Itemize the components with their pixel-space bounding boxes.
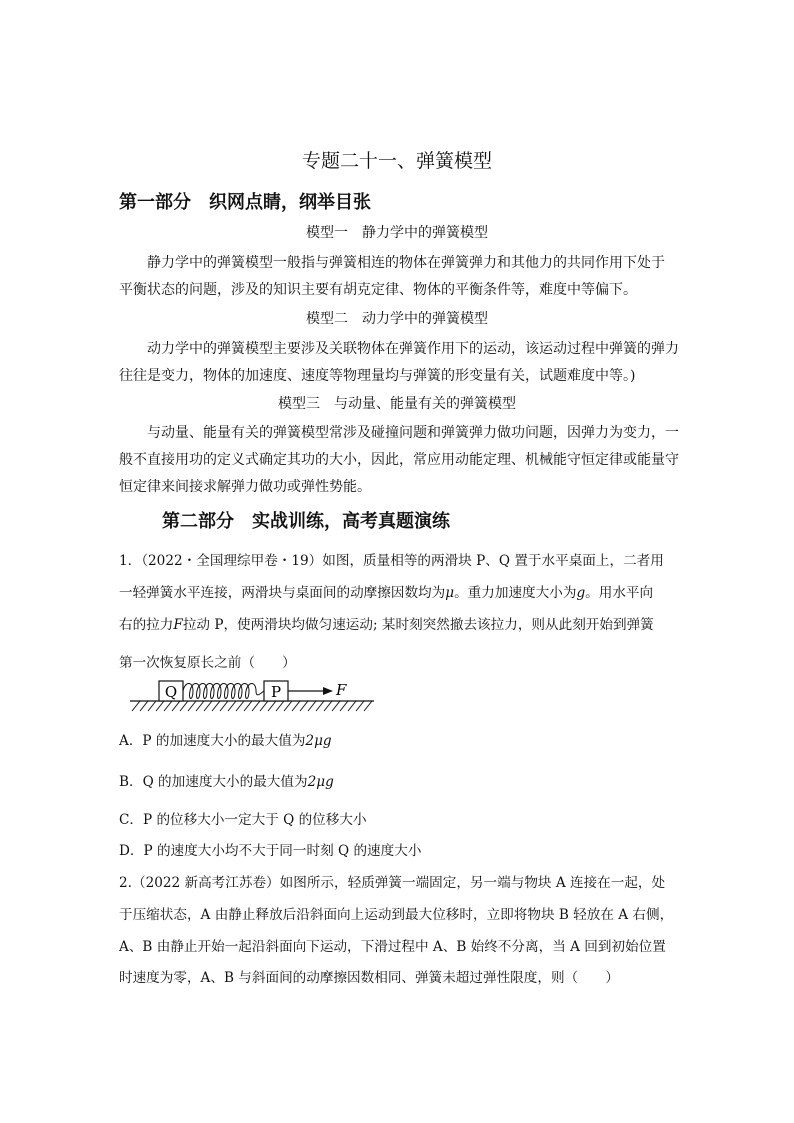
model2-line-2: 往往是变力，物体的加速度、速度等物理量均与弹簧的形变量有关，试题难度中等。) — [119, 368, 636, 384]
q1-option-b-text: B．Q 的加速度大小的最大值为 — [119, 774, 308, 790]
model3-line-3: 恒定律来间接求解弹力做功或弹性势能。 — [119, 479, 371, 495]
q2-line-3: A、B 由静止开始一起沿斜面向下运动，下滑过程中 A、B 始终不分离，当 A 回到初始位置 — [119, 939, 666, 955]
q1-option-b — [119, 770, 334, 790]
mu-symbol: μ — [445, 585, 455, 601]
block-p-label: P — [270, 683, 282, 701]
force-symbol: F — [173, 617, 183, 633]
q1-option-b-math: 2μg — [307, 774, 334, 790]
q1-line-1: 1．（2022・全国理综甲卷・19）如图，质量相等的两滑块 P、Q 置于水平桌面上，二者用 — [119, 553, 664, 569]
model1-line-2: 平衡状态的问题，涉及的知识主要有胡克定律、物体的平衡条件等，难度中等偏下。 — [119, 282, 637, 298]
q1-option-c: C．P 的位移大小一定大于 Q 的位移大小 — [119, 812, 367, 828]
model3-line-2: 般不直接用功的定义式确定其功的大小，因此，常应用动能定理、机械能守恒定律或能量守 — [119, 452, 679, 468]
q1-line-3-text-b: 拉动 P，使两滑块均做匀速运动; 某时刻突然撤去该拉力，则从此刻开始到弹簧 — [182, 617, 654, 633]
force-arrow-label: F — [336, 681, 347, 699]
q1-line-3-text-a: 右的拉力 — [119, 617, 174, 633]
model1-heading: 模型一 静力学中的弹簧模型 — [306, 225, 488, 241]
model1-line-1: 静力学中的弹簧模型一般指与弹簧相连的物体在弹簧弹力和其他力的共同作用下处于 — [147, 255, 665, 271]
page-title: 专题二十一、弹簧模型 — [301, 150, 492, 172]
q2-line-1: 2.（2022 新高考江苏卷）如图所示，轻质弹簧一端固定，另一端与物块 A 连接在一起，处 — [119, 875, 666, 891]
q1-option-a — [119, 729, 332, 749]
q1-option-a-math: 2μg — [305, 733, 332, 749]
block-q-label: Q — [164, 683, 178, 701]
model3-heading: 模型三 与动量、能量有关的弹簧模型 — [278, 396, 516, 412]
ground-hatching — [132, 701, 372, 711]
model2-line-1: 动力学中的弹簧模型主要涉及关联物体在弹簧作用下的运动，该运动过程中弹簧的弹力 — [147, 341, 679, 357]
q1-line-2-text-b: 。重力加速度大小为 — [454, 585, 577, 601]
part1-heading: 第一部分 织网点睛，纲举目张 — [119, 192, 371, 213]
part2-heading: 第二部分 实战训练，高考真题演练 — [162, 511, 450, 532]
q1-option-a-text: A．P 的加速度大小的最大值为 — [119, 733, 306, 749]
q1-line-3 — [119, 613, 654, 633]
q1-line-2-text-c: 。用水平向 — [585, 585, 654, 601]
model2-heading: 模型二 动力学中的弹簧模型 — [306, 311, 488, 327]
force-arrow-head — [323, 687, 333, 695]
q1-line-2 — [119, 581, 653, 601]
q1-figure-spring-blocks — [128, 676, 378, 716]
spring — [183, 684, 264, 699]
q2-line-2: 于压缩状态，A 由静止释放后沿斜面向上运动到最大位移时，立即将物块 B 轻放在 A 右侧， — [119, 907, 674, 923]
model3-line-1: 与动量、能量有关的弹簧模型常涉及碰撞问题和弹簧弹力做功问题，因弹力为变力，一 — [147, 425, 679, 441]
q1-line-2-text-a: 一轻弹簧水平连接，两滑块与桌面间的动摩擦因数均为 — [119, 585, 446, 601]
q1-line-4: 第一次恢复原长之前（ ） — [119, 655, 296, 671]
g-symbol: g — [576, 585, 586, 601]
q1-option-d: D．P 的速度大小均不大于同一时刻 Q 的速度大小 — [119, 843, 422, 859]
q2-line-4: 时速度为零，A、B 与斜面间的动摩擦因数相同、弹簧未超过弹性限度，则（ ） — [119, 970, 619, 986]
